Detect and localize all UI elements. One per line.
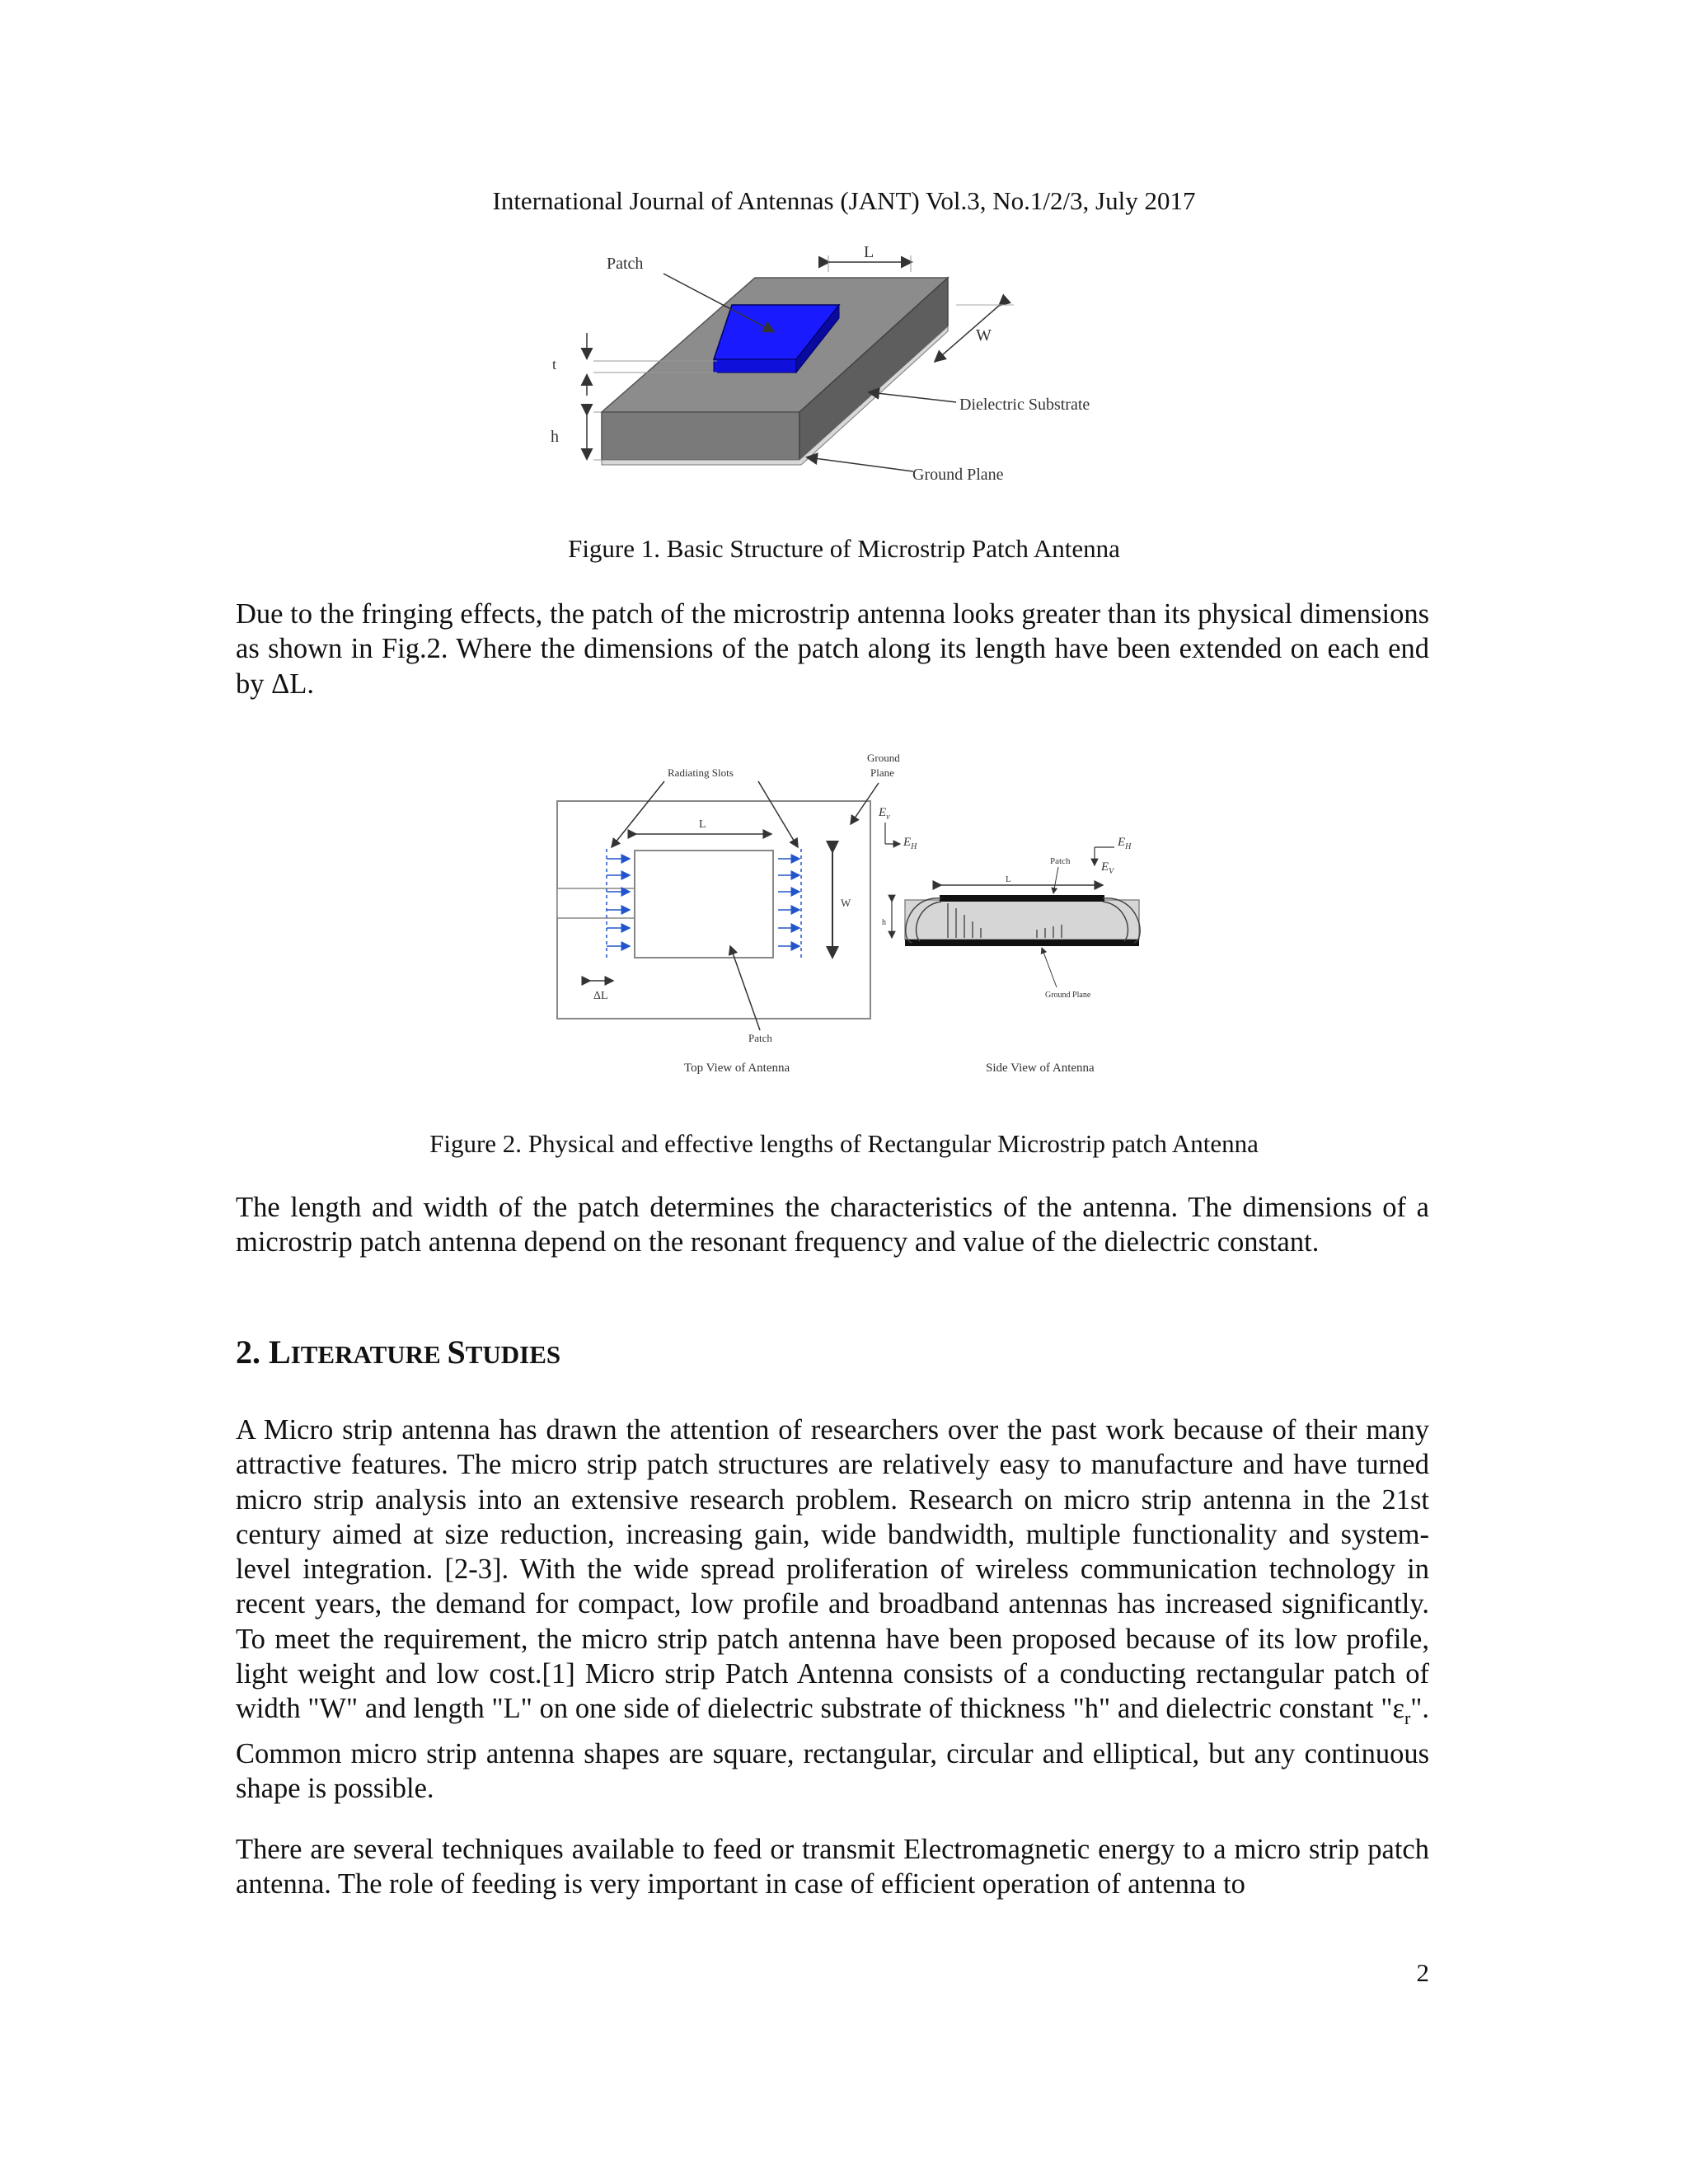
figure-2-svg <box>544 742 1154 1088</box>
width-label: W <box>976 326 992 344</box>
feed-line <box>557 888 635 918</box>
side-view-patch-label: Patch <box>1050 856 1071 866</box>
delta-l-label: ΔL <box>593 990 608 1002</box>
paragraph-feeding: There are several techniques available to feed or transmit Electromagnetic energy to a micro strip patch antenna. The role of feeding is very important in case of efficient operation of antenna to <box>236 1834 1429 1900</box>
top-view-caption: Top View of Antenna <box>684 1062 790 1075</box>
figure-2-caption: Figure 2. Physical and effective lengths of Rectangular Microstrip patch Antenna <box>429 1129 1259 1158</box>
side-view-substrate <box>905 900 1139 940</box>
radiating-slots-label: Radiating Slots <box>668 766 734 779</box>
top-view-patch <box>635 851 773 958</box>
ground-plane-label-line2: Plane <box>870 766 894 779</box>
top-view-patch-label: Patch <box>748 1032 772 1044</box>
side-view-caption: Side View of Antenna <box>986 1062 1095 1075</box>
patch-label: Patch <box>607 255 644 273</box>
figure-1-svg <box>528 231 1154 494</box>
figure-2-diagram <box>544 742 1154 1088</box>
patch-front <box>714 359 796 373</box>
ev-right-label: $E_V$ <box>1101 860 1114 876</box>
substrate-label: Dielectric Substrate <box>959 396 1090 414</box>
figure-1-diagram <box>528 231 1154 494</box>
figure-1-caption: Figure 1. Basic Structure of Microstrip Patch Antenna <box>568 534 1120 563</box>
side-view-patch <box>940 895 1104 902</box>
substrate-front-face <box>602 412 799 460</box>
side-view-ground <box>905 940 1139 946</box>
section-heading-literature-studies: 2. LITERATURE STUDIES <box>236 1333 561 1371</box>
thickness-label: t <box>552 356 557 373</box>
side-view-length-label: L <box>1006 874 1011 884</box>
height-label: h <box>551 428 559 446</box>
side-view-h-label: h <box>882 918 886 927</box>
ev-left-label: $E_v$ <box>879 806 890 822</box>
side-view-ground-label: Ground Plane <box>1045 991 1091 1000</box>
ground-plane-label: Ground Plane <box>912 466 1004 484</box>
top-view-length-label: L <box>699 818 706 831</box>
top-view-width-label: W <box>841 897 851 909</box>
paragraph-literature: A Micro strip antenna has drawn the attention of researchers over the past work because of their many attractive features. The micro strip patch structures are relatively easy to manufacture and have turned micro strip analysis into an extensive research problem. Research on micro strip antenna in the 21st century aimed at size reduction, increasing gain, wide bandwidth, multiple functionality and system-level integration. [2-3]. With the wide spread proliferation of wireless communication technology in recent years, the demand for compact, low profile and broadband antennas has increased significantly. To meet the requirement, the micro strip patch antenna have been proposed because of its low profile, light weight and low cost.[1] Micro strip Patch Antenna consists of a conducting rectangular patch of width "W" and length "L" on one side of dielectric substrate of thickness "h" and dielectric constant "$\varepsilon_r$". Common micro strip antenna shapes are square, rectangular, circular and elliptical, but any continuous shape is possible. <box>236 1414 1429 1804</box>
ground-plane-label-line1: Ground <box>867 752 900 764</box>
length-label: L <box>864 243 874 261</box>
paragraph-fringing: Due to the fringing effects, the patch of the microstrip antenna looks greater than its physical dimensions as shown in Fig.2. Where the dimensions of the patch along its length have been extended on each end by ΔL. <box>236 598 1429 700</box>
running-header: International Journal of Antennas (JANT) Vol.3, No.1/2/3, July 2017 <box>492 186 1196 215</box>
page-number: 2 <box>1416 1958 1429 1987</box>
eh-left-label: $E_H$ <box>903 836 917 851</box>
eh-right-label: $E_H$ <box>1118 836 1132 851</box>
paragraph-dimensions: The length and width of the patch determines the characteristics of the antenna. The dimensions of a microstrip patch antenna depend on the resonant frequency and value of the dielectric constant. <box>236 1192 1429 1258</box>
